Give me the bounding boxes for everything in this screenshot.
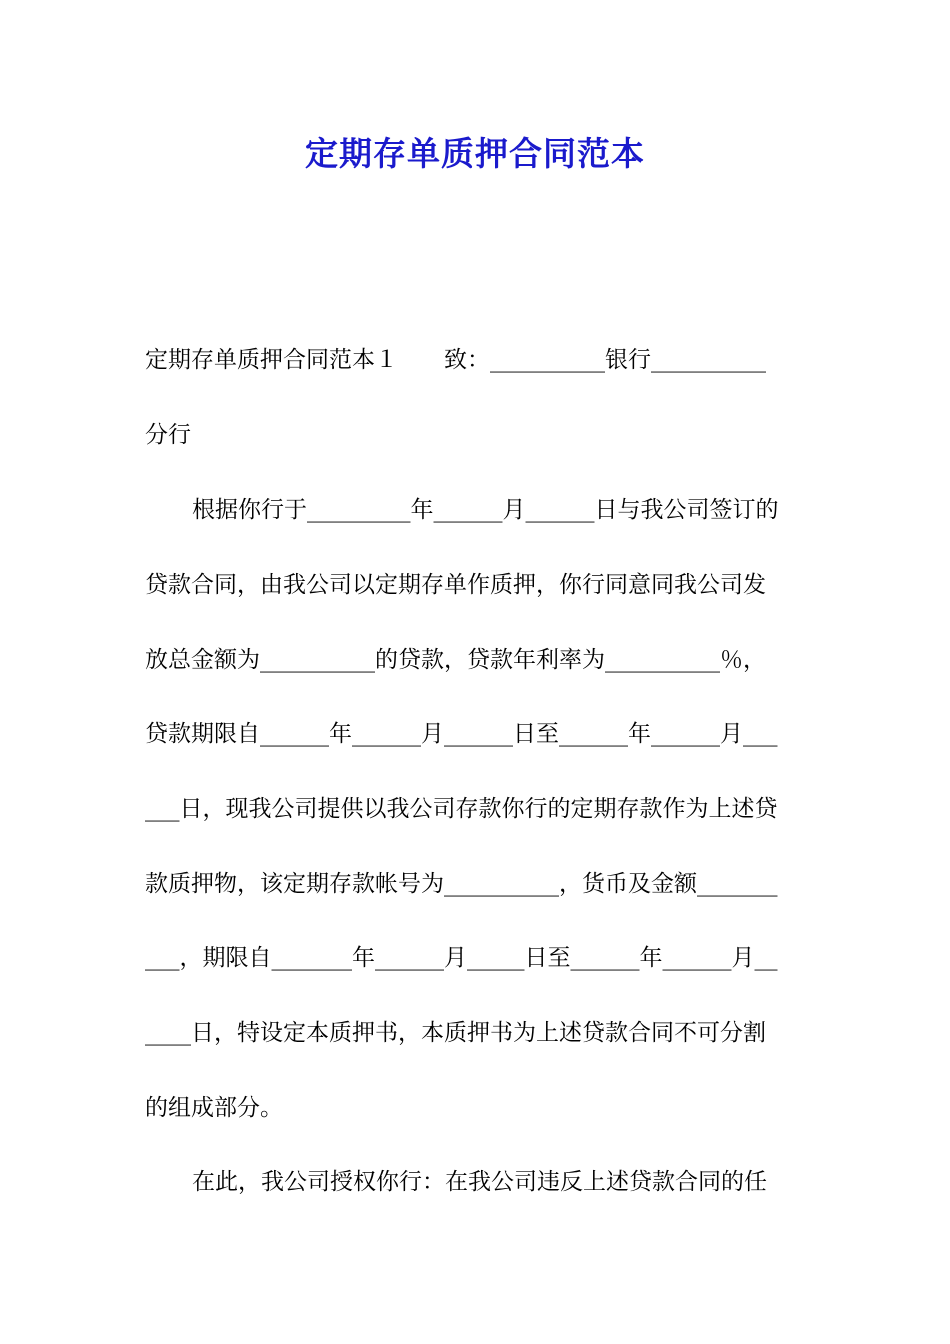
document-title: 定期存单质押合同范本 — [305, 134, 645, 173]
body-line-8: 款质押物，该定期存款帐号为__________，货币及金额_______ — [145, 871, 778, 897]
body-line-3: 根据你行于_________年______月______日与我公司签订的 — [192, 497, 779, 523]
body-line-1: 定期存单质押合同范本１ 致：__________银行__________ — [145, 347, 766, 373]
body-line-2: 分行 — [145, 422, 191, 448]
body-line-11: 的组成部分。 — [145, 1095, 283, 1121]
body-line-9: ___，期限自_______年______月_____日至______年______月__ — [145, 945, 778, 971]
body-line-10: ____日，特设定本质押书，本质押书为上述贷款合同不可分割 — [145, 1020, 766, 1046]
body-line-4: 贷款合同，由我公司以定期存单作质押，你行同意同我公司发 — [145, 572, 766, 598]
body-line-6: 贷款期限自______年______月______日至______年______月___ — [145, 721, 778, 747]
body-line-7: ___日，现我公司提供以我公司存款你行的定期存款作为上述贷 — [145, 796, 778, 822]
body-line-5: 放总金额为__________的贷款，贷款年利率为__________％， — [145, 647, 766, 673]
body-line-12: 在此，我公司授权你行：在我公司违反上述贷款合同的任 — [192, 1169, 767, 1195]
